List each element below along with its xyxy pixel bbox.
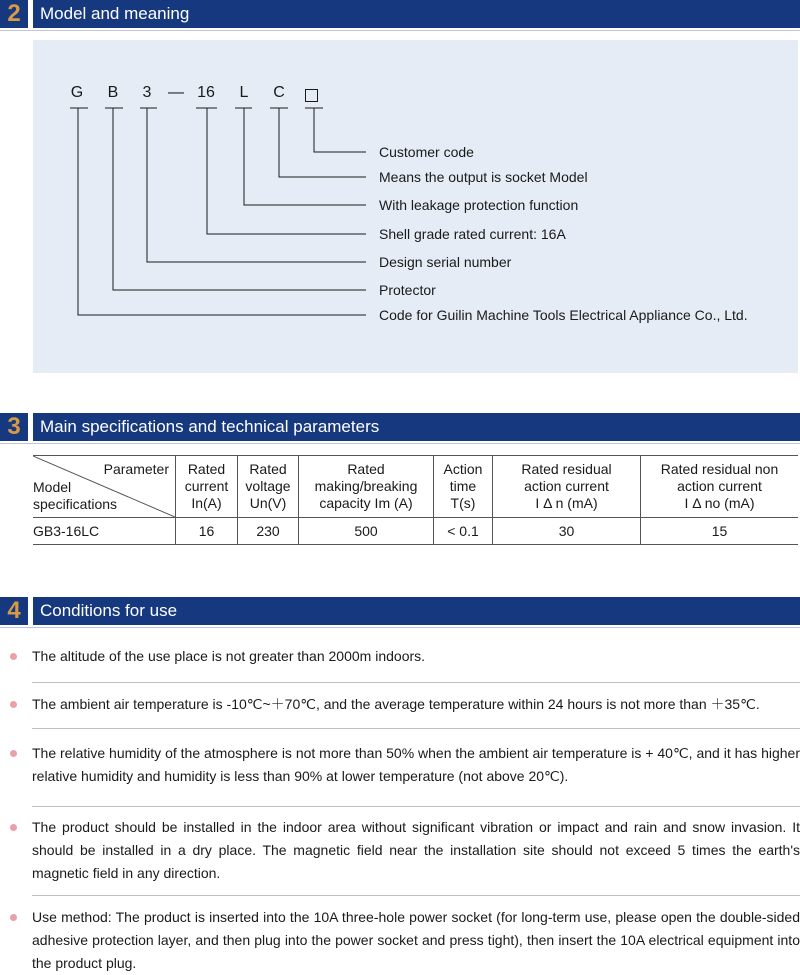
section-title: Main specifications and technical parameters [40,417,380,436]
table-row [33,518,798,545]
header-line: Un(V) [249,495,287,511]
model-code-dash: — [168,84,184,101]
header-line: Action [443,461,483,477]
corner-model-line-2: specifications [33,496,118,512]
column-header [176,456,238,518]
table-cell: 500 [299,518,434,545]
section-title: Model and meaning [40,4,190,23]
header-line: making/breaking [314,478,418,494]
meaning-company-code: Code for Guilin Machine Tools Electrical Appliance Co., Ltd. [379,307,748,323]
section-rule [0,443,800,444]
specifications-table [33,455,798,545]
table-header-row [33,456,798,518]
table-cell: 16 [176,518,238,545]
divider [32,682,800,683]
header-line: current [184,478,229,494]
condition-text: The altitude of the use place is not greater than 2000m indoors. [32,648,426,664]
section-3-header [0,413,800,441]
header-line: Rated [249,461,287,477]
table-cell: 30 [493,518,641,545]
header-line: action current [524,478,609,494]
corner-model-line-1: Model [33,479,72,495]
divider [32,895,800,896]
model-code-char: 16 [197,84,215,101]
header-line: capacity Im (A) [319,495,413,511]
header-line: Rated residual non [660,461,779,477]
section-4-header [0,597,800,625]
header-line: Rated [347,461,385,477]
meaning-leakage-protection: With leakage protection function [379,197,579,213]
corner-parameter-label: Parameter [103,461,169,477]
table-cell: 15 [641,518,799,545]
section-title: Conditions for use [40,601,178,620]
section-rule [0,627,800,628]
header-line: I Δ no (mA) [684,495,755,511]
table-cell: 230 [238,518,299,545]
header-line: voltage [245,478,291,494]
bullet-dot [10,824,17,831]
bullet-dot [10,701,17,708]
model-code-char: B [107,84,119,101]
table-corner-header [33,456,176,518]
meaning-rated-current: Shell grade rated current: 16A [379,226,566,242]
corner-model-label [33,479,117,513]
condition-text: Use method: The product is inserted into the 10A three-hole power socket (for long-term use, please open the double-sided adhesive protection layer, and then plug into the power socket and press tight), then insert the 10A electrical equipment into the product plug. [32,909,800,971]
model-code-char: G [70,84,84,101]
table-cell-model: GB3-16LC [33,518,176,545]
divider [32,806,800,807]
column-header [493,456,641,518]
section-number: 4 [0,597,28,625]
model-code-char: C [273,84,285,101]
column-header [299,456,434,518]
table-cell: < 0.1 [434,518,493,545]
bullet-dot [10,750,17,757]
header-line: T(s) [450,495,476,511]
meaning-protector: Protector [379,282,436,298]
condition-text: The ambient air temperature is -10℃~＋70℃, and the average temperature within 24 hours is not more than ＋35℃. [32,696,760,712]
header-line: action current [677,478,762,494]
condition-text: The relative humidity of the atmosphere is not more than 50% when the ambient air temperature is + 40℃, and it has higher relative humidity and humidity is less than 90% at lower temperature (not above 20℃). [32,745,800,784]
model-code-char: 3 [142,84,152,101]
column-header [238,456,299,518]
meaning-socket-model: Means the output is socket Model [379,169,588,185]
section-number: 2 [0,0,28,28]
header-line: Rated [187,461,226,477]
column-header [434,456,493,518]
column-header [641,456,799,518]
bullet-dot [10,653,17,660]
condition-text: The product should be installed in the indoor area without significant vibration or impact and rain and snow invasion. It should be installed in a dry place. The magnetic field near the installation site should not exceed 5 times the earth's magnetic field in any direction. [32,819,800,881]
model-code-char: L [239,84,249,101]
meaning-design-serial: Design serial number [379,254,512,270]
header-line: I Δ n (mA) [535,495,598,511]
section-number: 3 [0,413,28,441]
header-line: Rated residual [521,461,612,477]
header-line: time [449,478,477,494]
header-line: In(A) [191,495,222,511]
meaning-customer-code: Customer code [379,144,474,160]
bullet-dot [10,914,17,921]
divider [32,728,800,729]
